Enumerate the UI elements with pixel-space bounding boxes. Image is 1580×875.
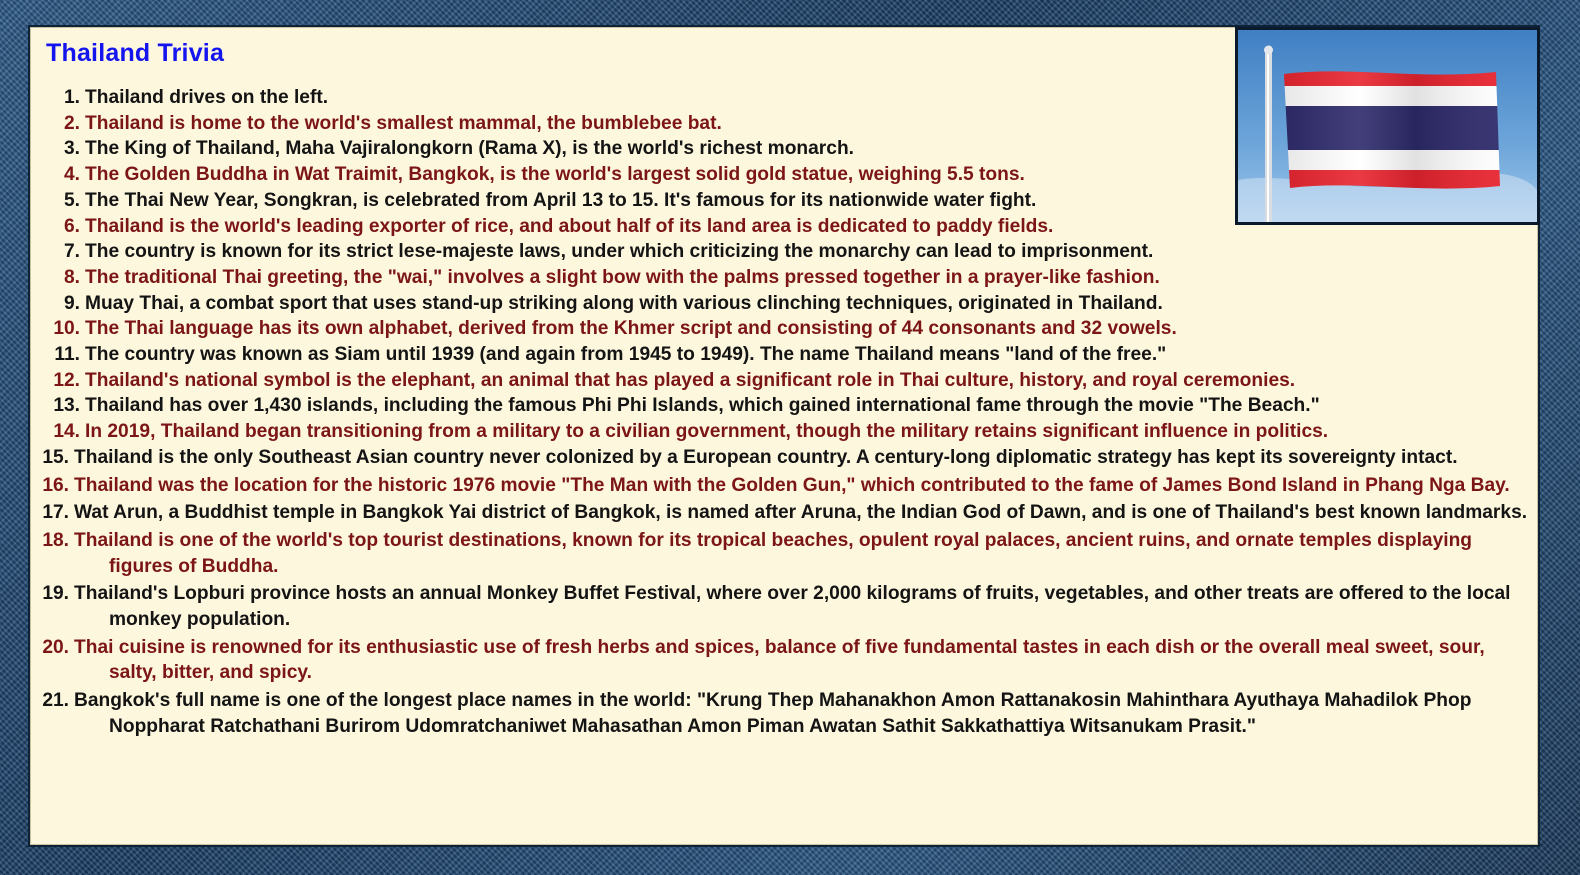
fact-number: 4.	[63, 164, 80, 186]
fact-number: 9.	[63, 292, 80, 314]
fact-text: The King of Thailand, Maha Vajiralongkorn (Rama X), is the world's richest monarch.	[85, 138, 854, 160]
fact-item	[34, 316, 1534, 342]
fact-number: 20.	[42, 636, 69, 658]
fact-text: In 2019, Thailand began transitioning from a military to a civilian government, though the military retains significant influence in politics.	[85, 421, 1329, 443]
fact-item	[34, 473, 1534, 499]
fact-number: 1.	[63, 87, 80, 108]
fact-item	[34, 500, 1534, 526]
fact-number: 2.	[63, 112, 80, 134]
fact-text: Thailand is the world's leading exporter of rice, and about half of its land area is dedicated to paddy fields.	[85, 215, 1054, 237]
fact-text: The Golden Buddha in Wat Traimit, Bangkok, is the world's largest solid gold statue, weighing 5.5 tons.	[85, 164, 1025, 186]
fact-number: 6.	[63, 215, 80, 237]
fact-text: The Thai language has its own alphabet, derived from the Khmer script and consisting of 44 consonants and 32 vowels.	[85, 318, 1177, 340]
fact-number: 17.	[42, 502, 69, 524]
fact-text: Thailand drives on the left.	[85, 87, 329, 108]
fact-text: Thai cuisine is renowned for its enthusiastic use of fresh herbs and spices, balance of five fundamental tastes in each dish or the overall meal sweet, sour, salty, bitter, and spicy.	[74, 636, 1485, 684]
fact-number: 11.	[54, 344, 80, 366]
fact-text: Thailand's Lopburi province hosts an annual Monkey Buffet Festival, where over 2,000 kilograms of fruits, vegetables, and other treats are offered to the local monkey population.	[74, 583, 1511, 631]
fact-item	[34, 419, 1534, 445]
fact-text: Thailand is the only Southeast Asian country never colonized by a European country. A century-long diplomatic strategy has kept its sovereignty intact.	[74, 446, 1458, 468]
fact-number: 8.	[63, 266, 80, 288]
fact-text: Thailand is one of the world's top tourist destinations, known for its tropical beaches, opulent royal palaces, ancient ruins, and ornate temples displaying figures of Buddha.	[74, 529, 1473, 577]
fact-item	[34, 368, 1534, 394]
fact-number: 12.	[53, 369, 80, 391]
fact-text: Bangkok's full name is one of the longest place names in the world: "Krung Thep Mahanakhon Amon Rattanakosin Mahinthara Ayuthaya Mahadilok Phop Noppharat Ratchathani Burirom Udomratchaniwet Mahasathan Amon Piman Awatan Sathit Sakkathattiya Witsanukam Prasit."	[74, 690, 1472, 737]
fact-item	[34, 342, 1534, 368]
fact-number: 3.	[63, 138, 80, 160]
fact-text: Thailand's national symbol is the elephant, an animal that has played a significant role in Thai culture, history, and royal ceremonies.	[85, 369, 1296, 391]
fact-number: 13.	[53, 395, 80, 417]
fact-number: 16.	[42, 474, 69, 496]
page-title: Thailand Trivia	[46, 39, 225, 67]
fact-number: 21.	[42, 690, 69, 712]
fact-item	[34, 581, 1534, 632]
fact-number: 10.	[53, 318, 80, 340]
fact-text: The traditional Thai greeting, the "wai," involves a slight bow with the palms pressed together in a prayer-like fashion.	[85, 266, 1160, 288]
fact-text: Muay Thai, a combat sport that uses stand-up striking along with various clinching techniques, originated in Thailand.	[85, 292, 1163, 314]
fact-number: 5.	[63, 189, 80, 211]
fact-text: The country was known as Siam until 1939 (and again from 1945 to 1949). The name Thailand means "land of the free."	[85, 344, 1167, 366]
fact-number: 18.	[42, 529, 69, 551]
fact-item	[34, 162, 1534, 188]
fact-text: Thailand has over 1,430 islands, including the famous Phi Phi Islands, which gained international fame through the movie "The Beach."	[85, 395, 1320, 417]
fact-item	[34, 111, 1534, 137]
fact-number: 7.	[63, 241, 80, 263]
fact-item	[34, 393, 1534, 419]
fact-text: The Thai New Year, Songkran, is celebrated from April 13 to 15. It's famous for its nationwide water fight.	[85, 189, 1037, 211]
fact-item	[34, 445, 1534, 471]
fact-text: Wat Arun, a Buddhist temple in Bangkok Yai district of Bangkok, is named after Aruna, the Indian God of Dawn, and is one of Thailand's best known landmarks.	[74, 502, 1528, 524]
trivia-facts-list	[34, 85, 1534, 742]
fact-item	[34, 635, 1534, 686]
fact-item	[34, 214, 1534, 240]
fact-number: 19.	[42, 583, 69, 605]
fact-item	[34, 136, 1534, 162]
fact-item	[34, 688, 1534, 739]
fact-item	[34, 528, 1534, 579]
fact-text: Thailand was the location for the historic 1976 movie "The Man with the Golden Gun," which contributed to the fame of James Bond Island in Phang Nga Bay.	[74, 474, 1510, 496]
fact-text: The country is known for its strict lese-majeste laws, under which criticizing the monarchy can lead to imprisonment.	[85, 241, 1154, 263]
fact-item	[34, 188, 1534, 214]
fact-number: 14.	[53, 421, 80, 443]
fact-item	[34, 291, 1534, 317]
fact-item	[34, 265, 1534, 291]
trivia-panel	[28, 25, 1540, 847]
fact-item	[34, 85, 1534, 111]
fact-text: Thailand is home to the world's smallest mammal, the bumblebee bat.	[85, 112, 722, 134]
fact-number: 15.	[42, 446, 69, 468]
fact-item	[34, 239, 1534, 265]
